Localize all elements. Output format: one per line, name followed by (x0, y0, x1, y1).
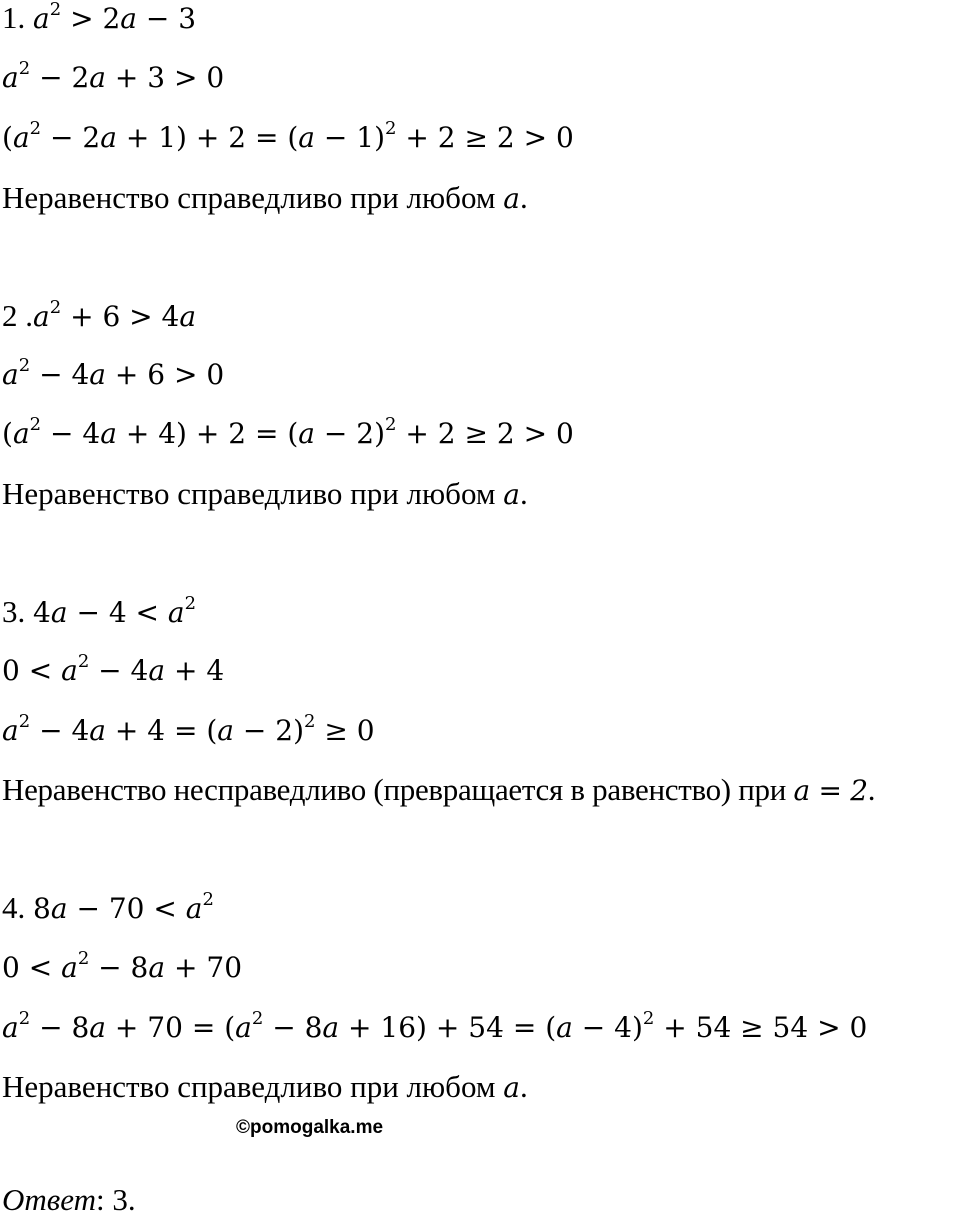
problem-3-conclusion-end: . (867, 772, 876, 807)
problem-3-conclusion-text: Неравенство несправедливо (превращается в равенство) при (2, 772, 794, 807)
problem-1-conclusion (2, 180, 528, 217)
problem-3-conclusion (2, 772, 875, 809)
problem-1-conclusion-end: . (519, 180, 528, 215)
problem-4-conclusion-math: a (503, 1071, 520, 1104)
problem-2-conclusion (2, 476, 528, 513)
problem-4-step-2: $a^2 - 8a + 70 = (a^2 - 8a + 16) + 54 = (a - 4)^2 + 54 \ge 54 > 0$ (2, 1008, 868, 1044)
problem-4-conclusion (2, 1069, 528, 1106)
answer-label: Ответ (2, 1182, 96, 1217)
problem-3-statement-line (2, 594, 196, 631)
problem-3-step-1: $0 < a^2 - 4a + 4$ (2, 651, 225, 687)
problem-2-number: 2 . (2, 298, 33, 333)
problem-2-conclusion-math: a (503, 478, 520, 511)
problem-4-statement: $8a - 70 < a^2$ (33, 889, 214, 925)
problem-1-step-2: $(a^2 - 2a + 1) + 2 = (a - 1)^2 + 2 \ge 2 > 0$ (2, 118, 574, 154)
answer-value: : 3. (95, 1182, 136, 1217)
problem-4-number: 4. (2, 890, 26, 925)
problem-1-conclusion-math: a (503, 182, 520, 215)
watermark: ©pomogalka.me (236, 1117, 384, 1138)
answer-line (2, 1182, 136, 1218)
problem-4-step-1: $0 < a^2 - 8a + 70$ (2, 948, 243, 984)
problem-1-step-1: $a^2 - 2a + 3 > 0$ (2, 58, 225, 94)
problem-2-statement-line (2, 298, 196, 335)
problem-3-number: 3. (2, 594, 26, 629)
problem-2-step-2: $(a^2 - 4a + 4) + 2 = (a - 2)^2 + 2 \ge 2 > 0$ (2, 414, 574, 450)
problem-2-statement: $a^2 + 6 > 4a$ (33, 297, 197, 333)
problem-1-statement-line (2, 0, 196, 37)
problem-3-statement: $4a - 4 < a^2$ (33, 593, 197, 629)
problem-4-conclusion-end: . (519, 1069, 528, 1104)
problem-3-conclusion-math: a = 2 (793, 774, 868, 807)
problem-2-step-1: $a^2 - 4a + 6 > 0$ (2, 355, 225, 391)
problem-2-conclusion-text: Неравенство справедливо при любом (2, 476, 504, 511)
problem-2-conclusion-end: . (519, 476, 528, 511)
problem-4-conclusion-text: Неравенство справедливо при любом (2, 1069, 504, 1104)
problem-1-conclusion-text: Неравенство справедливо при любом (2, 180, 504, 215)
problem-1-statement: $a^2 > 2a - 3$ (33, 0, 197, 35)
problem-1-number: 1. (2, 0, 26, 35)
problem-4-statement-line (2, 890, 214, 927)
problem-3-step-2: $a^2 - 4a + 4 = (a - 2)^2 \ge 0$ (2, 711, 375, 747)
